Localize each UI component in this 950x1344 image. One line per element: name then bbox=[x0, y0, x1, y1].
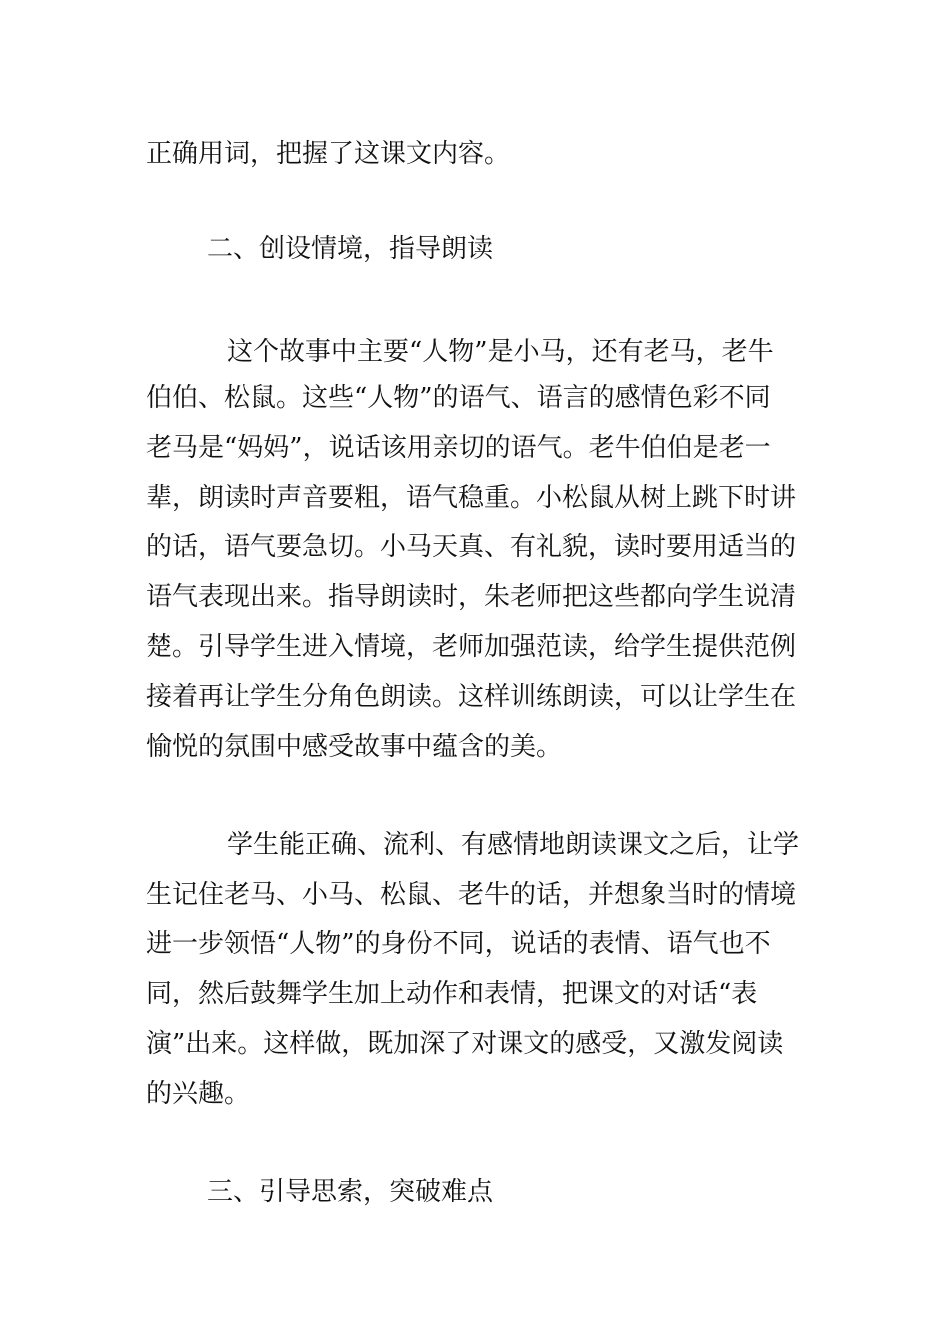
text-line: 愉悦的氛围中感受故事中蕴含的美。 bbox=[146, 732, 563, 762]
text-line: 语气表现出来。指导朗读时，朱老师把这些都向学生说清 bbox=[146, 582, 797, 612]
text-line: 进一步领悟“人物”的身份不同，说话的表情、语气也不 bbox=[146, 929, 771, 959]
text-line: 老马是“妈妈”，说话该用亲切的语气。老牛伯伯是老一 bbox=[146, 433, 771, 463]
text-line: 学生能正确、流利、有感情地朗读课文之后，让学 bbox=[227, 830, 800, 860]
text-line: 的兴趣。 bbox=[146, 1079, 251, 1109]
text-line: 同，然后鼓舞学生加上动作和表情，把课文的对话“表 bbox=[146, 979, 758, 1009]
text-line: 辈，朗读时声音要粗，语气稳重。小松鼠从树上跳下时讲 bbox=[146, 483, 797, 513]
text-line: 楚。引导学生进入情境，老师加强范读，给学生提供范例 bbox=[146, 632, 797, 662]
text-line: 接着再让学生分角色朗读。这样训练朗读，可以让学生在 bbox=[146, 682, 797, 712]
text-line: 伯伯、松鼠。这些“人物”的语气、语言的感情色彩不同 bbox=[146, 383, 771, 413]
section-heading: 三、引导思索，突破难点 bbox=[207, 1177, 494, 1207]
text-line: 正确用词，把握了这课文内容。 bbox=[146, 139, 511, 169]
text-line: 的话，语气要急切。小马天真、有礼貌，读时要用适当的 bbox=[146, 532, 797, 562]
text-line: 这个故事中主要“人物”是小马，还有老马，老牛 bbox=[227, 337, 774, 367]
text-line: 演”出来。这样做，既加深了对课文的感受，又激发阅读 bbox=[146, 1029, 784, 1059]
text-line: 生记住老马、小马、松鼠、老牛的话，并想象当时的情境 bbox=[146, 880, 797, 910]
section-heading: 二、创设情境，指导朗读 bbox=[207, 234, 494, 264]
